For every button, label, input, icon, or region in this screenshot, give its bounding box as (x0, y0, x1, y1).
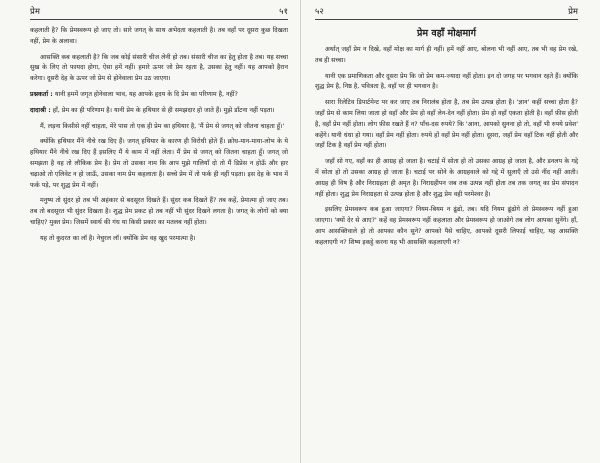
paragraph-text: कहलाती है? कि प्रेमस्वरूप हो जाए तो। सारे जगत् के साथ अभेदता कहलाती है। तब वहाँ पर दूसरा कुछ दिखता नहीं, प्रेम के अलावा। (30, 27, 288, 45)
right-paragraph (315, 72, 578, 94)
speaker-label: दादाश्री : (30, 106, 51, 114)
paragraph-text: अर्थात् जहाँ प्रेम न दिखे, वहाँ मोक्ष का मार्ग ही नहीं। हमें नहीं आए, बोलना भी नहीं आए, तब भी वह प्रेम रखे, तब ही सच्चा। (315, 46, 578, 64)
left-body-text (30, 26, 288, 245)
left-running-header (30, 6, 288, 20)
left-paragraph (30, 53, 288, 85)
paragraph-text: हाँ, प्रेम का ही परिणाम है। यानी प्रेम के हथियार से ही समझदार हो जाते हैं। मुझे डाँटना नहीं पड़ता। (52, 106, 275, 114)
left-paragraph (30, 122, 288, 133)
left-paragraph (30, 106, 288, 117)
left-page-number: ५१ (279, 7, 288, 17)
paragraph-text: सारा रिलेटिव डिपार्टमेन्ट पर कर जाए तब निरालंब होता है, तब प्रेम उत्पन्न होता है। 'ज्ञान' कहीं सच्चा होता है? जहाँ प्रेम से काम लिया जाता हो वहाँ और प्रेम हो वहाँ लेन-देन नहीं होता। प्रेम हो वहाँ एकता होती है। वहाँ फ़ीस होती है, वहाँ प्रेम नहीं होता। लोग फ़ीस रखते हैं न? पाँच-दस रुपये? कि 'आना, आपको सुनना हो तो, वहाँ भी रुपये प्रवेश' कहेंगे। यानी धंधा हो गया। वहाँ प्रेम नहीं होता। रुपये हों वहाँ प्रेम नहीं होता। दूसरा, जहाँ प्रेम वहाँ टिक नहीं होती और जहाँ टिक है वहाँ प्रेम नहीं होता। (315, 99, 578, 150)
left-paragraph (30, 90, 288, 101)
right-page-number: ५२ (315, 7, 324, 17)
left-paragraph (30, 196, 288, 228)
chapter-title: प्रेम वहाँ मोक्षमार्ग (417, 28, 476, 39)
left-paragraph (30, 26, 288, 48)
right-page (300, 0, 600, 463)
left-paragraph (30, 137, 288, 191)
right-body-text (315, 45, 578, 249)
left-header-title: प्रेम (30, 7, 40, 17)
right-header-title: प्रेम (568, 7, 578, 17)
paragraph-text: यह तो कुदरत का लॉ है। नेचुरल लॉ। क्योंकि प्रेम वह खुद परमात्मा है। (40, 234, 196, 242)
right-running-header (315, 6, 578, 20)
paragraph-text: मैं, लड़ना किसीसे नहीं चाहता, मेरे पास तो एक ही प्रेम का हथियार है, 'मैं प्रेम से जगत् को जीतना चाहता हूँ।' (40, 122, 285, 130)
right-paragraph (315, 98, 578, 152)
right-paragraph (315, 45, 578, 67)
right-paragraph (315, 157, 578, 200)
paragraph-text: इसलिए प्रेमस्वरूप कब हुआ जाएगा? नियम-बियम न ढूंढो, तब। यदि नियम ढूंढोगे तो प्रेमस्वरूप नहीं हुआ जाएगा। 'क्यों देर से आए?' कहें वह प्रेमस्वरूप नहीं कहलाता और प्रेमस्वरूप हो जाओगे तब लोग आपका सुनेंगे। हाँ, आप आसक्तिवाले हो तो आपका कौन सुने? आपको पैसे चाहिए, आपको दूसरी लिफाई चाहिए, यह आसक्ति कहलाएगी न? शिष्य इकट्ठे करना यह भी आसक्ति कहलाएगी न? (315, 206, 578, 246)
paragraph-text: क्योंकि हथियार मैंने नीचे रख दिए हैं। जगत् हथियार के कारण ही विरोधी होते हैं। क्रोध-मान-माया-लोभ के ये हथियार मैंने नीचे रख दिए हैं इसलिए मैं ये काम में नहीं लेता। मैं प्रेम से जगत् को जितना चाहता हूँ। जगत् जो समझता है वह तो लौकिक प्रेम है। प्रेम तो उसका नाम कि आप मुझे गालियाँ दो तो मैं डिप्रेस न होऊँ और हार चढ़ाओ तो एलिवेट न हो जाऊँ, उसका नाम प्रेम कहलाता है। सच्चे प्रेम में तो फर्क ही नहीं पड़ता। इस देह के भाव में फर्क पड़े, पर शुद्ध प्रेम में नहीं। (30, 138, 288, 189)
speaker-label: प्रश्नकर्ता : (30, 90, 53, 98)
paragraph-text: आसक्ति कब कहलाती है? कि जब कोई संसारी चीज लेनी हो तब। संसारी चीज का हेतु होता है तब। यह सच्चा सुख के लिए तो फायदा होगा, ऐसा हमें नहीं। हमारे ऊपर जो प्रेम रहता है, उसका हेतु नहीं। यह आपको हैरान करेगा। दूसरी देह के ऊपर जो प्रेम से होनेवाला प्रेम उठ जाएगा। (30, 53, 288, 83)
paragraph-text: मनुष्य तो सुंदर हो तब भी अहंकार से बदसूरत दिखते हैं। सुंदर कब दिखते हैं? तब कहें, प्रेमात्मा हो जाए तब। तब तो बदसूरत भी सुंदर दिखता है। शुद्ध प्रेम प्रकट हो तब नहीं भी सुंदर दिखने लगता है। जगत् के लोगों को क्या चाहिए? मुक्त प्रेम। जिसमें स्वार्थ की गंध या किसी प्रकार का मतलब नहीं होता। (30, 197, 288, 226)
paragraph-text: यानी एक प्रमाणिकता और दूसरा प्रेम कि जो प्रेम कम-ज्यादा नहीं होता। इन दो जगह पर भगवान रहते हैं। क्योंकि शुद्ध प्रेम है, निष्ठ है, पवित्रता है, वहाँ पर ही भगवान है। (315, 72, 578, 91)
paragraph-text: यानी हममें जगृत होनेवाला भाव, यह आपके हृदय के दि प्रेम का परिणाम है, नहीं? (54, 90, 238, 98)
left-paragraph (30, 234, 288, 245)
right-paragraph (315, 205, 578, 248)
paragraph-text: जहाँ सो गए, वहाँ का ही आग्रह हो जाता है। चटाई में सोता हो तो उसका आग्रह हो जाता है, और डनलप के गद्दे में सोता हो तो उसका आग्रह हो जाता है। चटाई पर सोने के आग्रहवाले को गद्दे में सुलाएँ तो उसे नींद नहीं आती। आग्रह ही विष है और निराग्रहता ही अमृत है। निराग्रहीपन जब तक उत्पन्न नहीं होता तब तक जगत् का प्रेम संपादन नहीं होता। शुद्ध प्रेम निराग्रहता से उत्पन्न होता है और शुद्ध प्रेम वही परमेश्वर है। (315, 158, 578, 198)
